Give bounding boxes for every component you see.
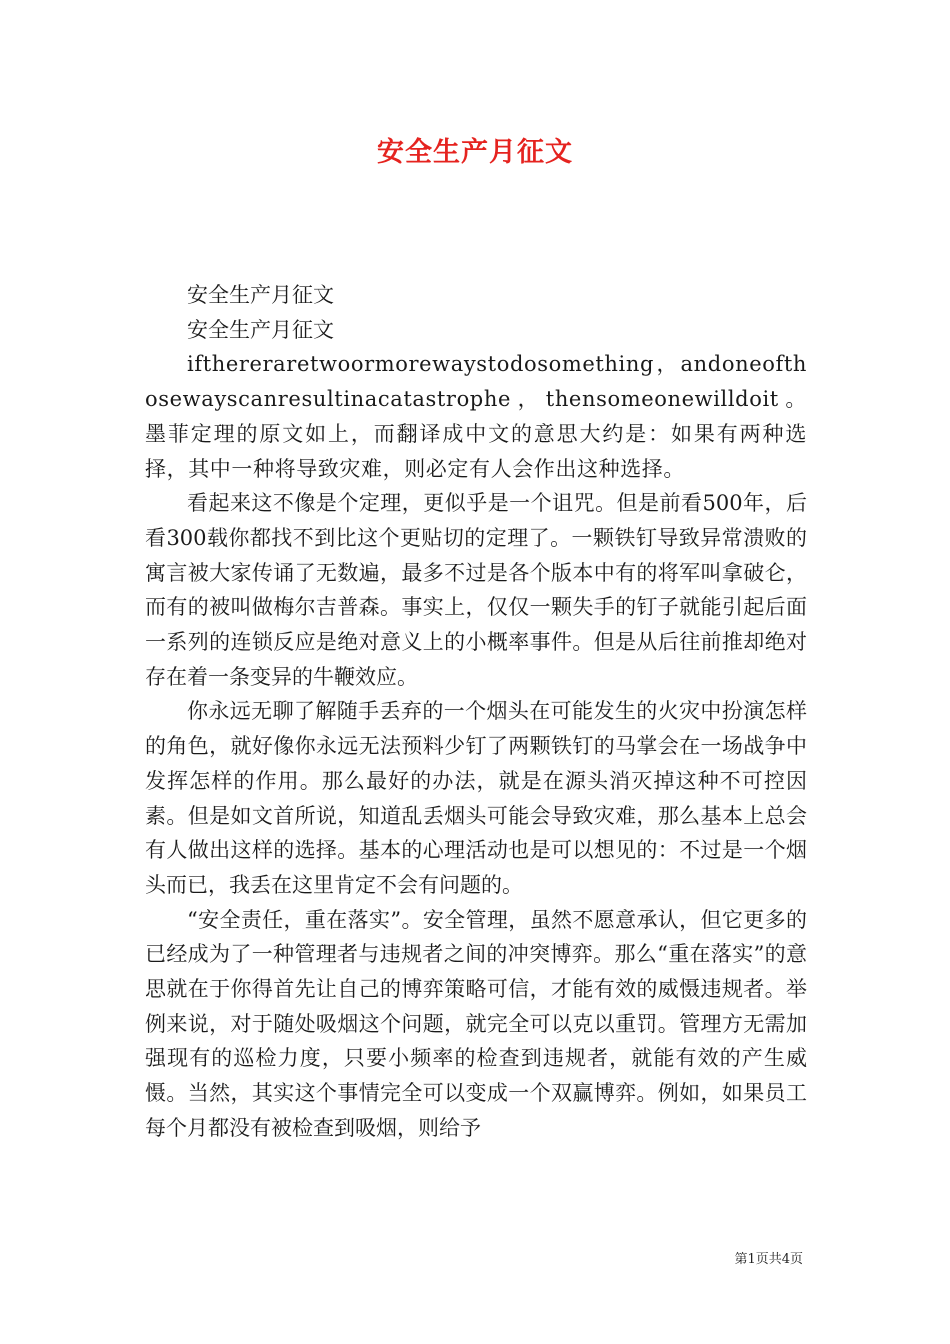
body-paragraph: ifthereraretwoormorewaystodosomething，andoneofthosewayscanresultinacatastrophe，thensomeonewilldoit。墨菲定理的原文如上，而翻译成中文的意思大约是：如果有两种选择，其中一种将导致灾难，则必定有人会作出这种选择。	[145, 352, 807, 481]
body-paragraph: 安全生产月征文	[187, 283, 334, 307]
body-paragraph: “安全责任，重在落实”。安全管理，虽然不愿意承认，但它更多的已经成为了一种管理者与违规者之间的冲突博弈。那么“重在落实”的意思就在于你得首先让自己的博弈策略可信，才能有效的威慑违规者。举例来说，对于随处吸烟这个问题，就完全可以克以重罚。管理方无需加强现有的巡检力度，只要小频率的检查到违规者，就能有效的产生威慑。当然，其实这个事情完全可以变成一个双赢博弈。例如，如果员工每个月都没有被检查到吸烟，则给予	[145, 907, 807, 1140]
document-body	[145, 278, 807, 1146]
document-title: 安全生产月征文	[377, 137, 573, 168]
body-paragraph: 安全生产月征文	[187, 317, 334, 342]
page-number: 第1页共4页	[734, 1252, 803, 1267]
body-paragraph: 你永远无聊了解随手丢弃的一个烟头在可能发生的火灾中扮演怎样的角色，就好像你永远无法预料少钉了两颗铁钉的马掌会在一场战争中发挥怎样的作用。那么最好的办法，就是在源头消灭掉这种不可控因素。但是如文首所说，知道乱丢烟头可能会导致灾难，那么基本上总会有人做出这样的选择。基本的心理活动也是可以想见的：不过是一个烟头而已，我丢在这里肯定不会有问题的。	[145, 699, 807, 897]
body-paragraph: 看起来这不像是个定理，更似乎是一个诅咒。但是前看500年，后看300载你都找不到比这个更贴切的定理了。一颗铁钉导致异常溃败的寓言被大家传诵了无数遍，最多不过是各个版本中有的将军叫拿破仑，而有的被叫做梅尔吉普森。事实上，仅仅一颗失手的钉子就能引起后面一系列的连锁反应是绝对意义上的小概率事件。但是从后往前推却绝对存在着一条变异的牛鞭效应。	[145, 491, 807, 689]
